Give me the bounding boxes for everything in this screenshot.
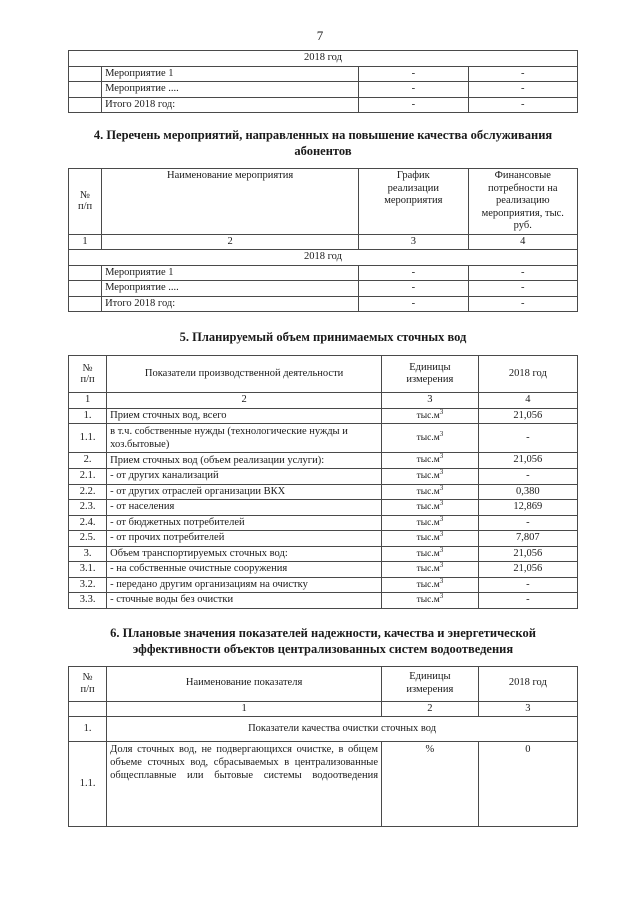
row-label: Мероприятие .... bbox=[102, 281, 359, 297]
header-col-indicator: Наименование показателя bbox=[107, 666, 382, 701]
row-number: 2.2. bbox=[69, 484, 107, 500]
col-index-1: 1 bbox=[69, 234, 102, 250]
row-label: Мероприятие .... bbox=[102, 82, 359, 98]
row-schedule: - bbox=[359, 296, 468, 312]
row-label: - от других отраслей организации ВКХ bbox=[107, 484, 382, 500]
unit-exponent: 3 bbox=[439, 529, 444, 538]
row-unit bbox=[382, 453, 479, 469]
section-4-heading: 4. Перечень мероприятий, направленных на повышение качества обслуживания абонентов bbox=[93, 128, 553, 158]
col-index-3: 2 bbox=[382, 701, 479, 717]
header-schedule-line1: График bbox=[396, 170, 430, 181]
row-schedule: - bbox=[359, 66, 468, 82]
header-pp-symbol: п/п bbox=[80, 683, 95, 695]
unit-text: тыс.м bbox=[416, 579, 440, 590]
row-number: 2. bbox=[69, 453, 107, 469]
section-5-table bbox=[68, 355, 578, 609]
row-unit bbox=[382, 515, 479, 531]
row-label: - от населения bbox=[107, 500, 382, 516]
row-unit bbox=[382, 500, 479, 516]
row-schedule: - bbox=[359, 82, 468, 98]
row-finance: - bbox=[468, 281, 577, 297]
table-row bbox=[69, 562, 578, 578]
unit-exponent: 3 bbox=[439, 429, 444, 438]
table-row-year-band bbox=[69, 250, 578, 266]
group-row-label: Показатели качества очистки сточных вод bbox=[107, 717, 578, 742]
col-index-2: 2 bbox=[107, 393, 382, 409]
row-schedule: - bbox=[359, 265, 468, 281]
table-row bbox=[69, 593, 578, 609]
header-no-symbol: № bbox=[82, 672, 93, 683]
row-value: 21,056 bbox=[478, 562, 577, 578]
document-body bbox=[68, 50, 578, 827]
header-col-event-name: Наименование мероприятия bbox=[102, 169, 359, 235]
row-label: в т.ч. собственные нужды (технологические нужды и хоз.бытовые) bbox=[107, 424, 382, 453]
header-no-symbol: № bbox=[82, 362, 93, 374]
row-number bbox=[69, 82, 102, 98]
header-finance-line3: реализацию bbox=[496, 195, 550, 206]
unit-text: тыс.м bbox=[416, 502, 440, 512]
row-label: - от других канализаций bbox=[107, 469, 382, 485]
section-4-table bbox=[68, 168, 578, 312]
table-row bbox=[69, 408, 578, 424]
header-finance-line4: мероприятия, тыс. руб. bbox=[481, 207, 564, 231]
table-row bbox=[69, 281, 578, 297]
header-schedule-line3: мероприятия bbox=[384, 195, 443, 206]
table-group-row bbox=[69, 717, 578, 742]
header-col-year: 2018 год bbox=[478, 666, 577, 701]
row-label: - передано другим организациям на очистку bbox=[107, 577, 382, 593]
table-row bbox=[69, 546, 578, 562]
col-index-4: 3 bbox=[478, 701, 577, 717]
header-finance-line2: потребности на bbox=[487, 182, 558, 194]
row-value: 12,869 bbox=[478, 500, 577, 516]
header-col-units: Единицы измерения bbox=[382, 666, 479, 701]
col-index-1 bbox=[69, 701, 107, 717]
row-number bbox=[69, 296, 102, 312]
row-unit bbox=[382, 562, 479, 578]
table-numbering-row bbox=[69, 701, 578, 717]
row-label: Прием сточных вод, всего bbox=[107, 408, 382, 424]
row-number: 3. bbox=[69, 546, 107, 562]
row-number bbox=[69, 265, 102, 281]
row-label: Прием сточных вод (объем реализации услуги): bbox=[107, 453, 382, 469]
row-finance: - bbox=[468, 97, 577, 113]
table-header-row bbox=[69, 666, 578, 701]
row-number: 1. bbox=[69, 408, 107, 424]
row-number: 1.1. bbox=[69, 424, 107, 453]
row-number: 3.2. bbox=[69, 577, 107, 593]
unit-text: тыс.м bbox=[416, 517, 440, 528]
unit-exponent: 3 bbox=[439, 483, 444, 492]
row-unit bbox=[382, 469, 479, 485]
unit-text: тыс.м bbox=[416, 564, 440, 574]
unit-exponent: 3 bbox=[439, 514, 444, 523]
table-row bbox=[69, 424, 578, 453]
table-row bbox=[69, 484, 578, 500]
row-value: - bbox=[478, 469, 577, 485]
row-number: 3.3. bbox=[69, 593, 107, 609]
col-index-2: 1 bbox=[107, 701, 382, 717]
row-number: 2.1. bbox=[69, 469, 107, 485]
table-row bbox=[69, 531, 578, 547]
unit-text: тыс.м bbox=[416, 486, 440, 497]
header-schedule-line2: реализации bbox=[387, 182, 439, 194]
col-index-1: 1 bbox=[69, 393, 107, 409]
col-index-4: 4 bbox=[468, 234, 577, 250]
row-value: 21,056 bbox=[478, 453, 577, 469]
col-index-3: 3 bbox=[382, 393, 479, 409]
header-no-symbol: № bbox=[80, 189, 91, 201]
row-finance: - bbox=[468, 265, 577, 281]
year-band-label: 2018 год bbox=[69, 51, 578, 67]
continuation-events-table bbox=[68, 50, 578, 113]
row-value: - bbox=[478, 515, 577, 531]
row-unit bbox=[382, 408, 479, 424]
unit-text: тыс.м bbox=[416, 548, 440, 559]
table-row-year-band bbox=[69, 51, 578, 67]
header-col-number bbox=[69, 356, 107, 393]
header-col-indicator: Показатели производственной деятельности bbox=[107, 356, 382, 393]
col-index-2: 2 bbox=[102, 234, 359, 250]
header-col-schedule bbox=[359, 169, 468, 235]
table-row bbox=[69, 453, 578, 469]
row-label: Объем транспортируемых сточных вод: bbox=[107, 546, 382, 562]
col-index-4: 4 bbox=[478, 393, 577, 409]
row-label: - от бюджетных потребителей bbox=[107, 515, 382, 531]
section-6-heading: 6. Плановые значения показателей надежности, качества и энергетической эффективности объектов централизованных систем водоотведения bbox=[110, 625, 536, 656]
row-number: 2.5. bbox=[69, 531, 107, 547]
row-value: 7,807 bbox=[478, 531, 577, 547]
row-label: Мероприятие 1 bbox=[102, 66, 359, 82]
row-number bbox=[69, 66, 102, 82]
section-5-heading: 5. Планируемый объем принимаемых сточных вод bbox=[179, 330, 467, 344]
row-unit bbox=[382, 484, 479, 500]
unit-text: тыс.м bbox=[416, 432, 440, 443]
unit-text: тыс.м bbox=[416, 455, 440, 466]
row-unit bbox=[382, 531, 479, 547]
row-schedule: - bbox=[359, 97, 468, 113]
row-value: 21,056 bbox=[478, 546, 577, 562]
table-row-total bbox=[69, 97, 578, 113]
header-finance-line1: Финансовые bbox=[494, 170, 551, 181]
row-label: - сточные воды без очистки bbox=[107, 593, 382, 609]
row-unit bbox=[382, 577, 479, 593]
table-row bbox=[69, 469, 578, 485]
row-number: 1. bbox=[69, 717, 107, 742]
row-number: 2.3. bbox=[69, 500, 107, 516]
header-col-number bbox=[69, 169, 102, 235]
row-label: - на собственные очистные сооружения bbox=[107, 562, 382, 578]
row-label: Итого 2018 год: bbox=[102, 296, 359, 312]
header-col-finance bbox=[468, 169, 577, 235]
unit-exponent: 3 bbox=[439, 467, 444, 476]
header-pp-symbol: п/п bbox=[80, 374, 95, 385]
row-value: - bbox=[478, 577, 577, 593]
table-row bbox=[69, 500, 578, 516]
header-col-year: 2018 год bbox=[478, 356, 577, 393]
table-numbering-row bbox=[69, 393, 578, 409]
row-unit bbox=[382, 424, 479, 453]
table-row bbox=[69, 742, 578, 827]
row-label: Мероприятие 1 bbox=[102, 265, 359, 281]
row-value: 0 bbox=[478, 742, 577, 827]
page-number: 7 bbox=[316, 28, 324, 43]
table-row-total bbox=[69, 296, 578, 312]
row-value: - bbox=[478, 593, 577, 609]
unit-text: тыс.м bbox=[416, 595, 440, 605]
unit-exponent: 3 bbox=[439, 498, 444, 507]
row-number: 2.4. bbox=[69, 515, 107, 531]
unit-exponent: 3 bbox=[439, 407, 444, 416]
unit-exponent: 3 bbox=[439, 452, 444, 461]
header-col-number bbox=[69, 666, 107, 701]
row-number: 3.1. bbox=[69, 562, 107, 578]
table-row bbox=[69, 515, 578, 531]
row-finance: - bbox=[468, 296, 577, 312]
row-unit: % bbox=[382, 742, 479, 827]
unit-exponent: 3 bbox=[439, 591, 444, 600]
row-finance: - bbox=[468, 66, 577, 82]
table-row bbox=[69, 66, 578, 82]
row-value: - bbox=[478, 424, 577, 453]
row-number bbox=[69, 97, 102, 113]
table-header-row bbox=[69, 356, 578, 393]
col-index-3: 3 bbox=[359, 234, 468, 250]
header-pp-symbol: п/п bbox=[77, 201, 93, 213]
unit-exponent: 3 bbox=[439, 545, 444, 554]
row-unit bbox=[382, 546, 479, 562]
table-row bbox=[69, 265, 578, 281]
table-numbering-row bbox=[69, 234, 578, 250]
unit-text: тыс.м bbox=[416, 471, 440, 481]
row-number bbox=[69, 281, 102, 297]
table-row bbox=[69, 82, 578, 98]
row-number: 1.1. bbox=[69, 742, 107, 827]
row-schedule: - bbox=[359, 281, 468, 297]
unit-exponent: 3 bbox=[439, 560, 444, 569]
row-finance: - bbox=[468, 82, 577, 98]
row-value: 0,380 bbox=[478, 484, 577, 500]
unit-exponent: 3 bbox=[439, 576, 444, 585]
section-6-table bbox=[68, 666, 578, 828]
unit-text: тыс.м bbox=[416, 533, 440, 543]
header-col-units: Единицы измерения bbox=[382, 356, 479, 393]
row-value: 21,056 bbox=[478, 408, 577, 424]
row-label: Итого 2018 год: bbox=[102, 97, 359, 113]
row-label: Доля сточных вод, не подвергающихся очистке, в общем объеме сточных вод, сбрасываемых в централизованные общесплавные или бытовые системы водоотведения bbox=[107, 742, 382, 827]
row-unit bbox=[382, 593, 479, 609]
unit-text: тыс.м bbox=[416, 410, 440, 421]
row-label: - от прочих потребителей bbox=[107, 531, 382, 547]
table-header-row bbox=[69, 169, 578, 235]
year-band-label: 2018 год bbox=[69, 250, 578, 266]
table-row bbox=[69, 577, 578, 593]
